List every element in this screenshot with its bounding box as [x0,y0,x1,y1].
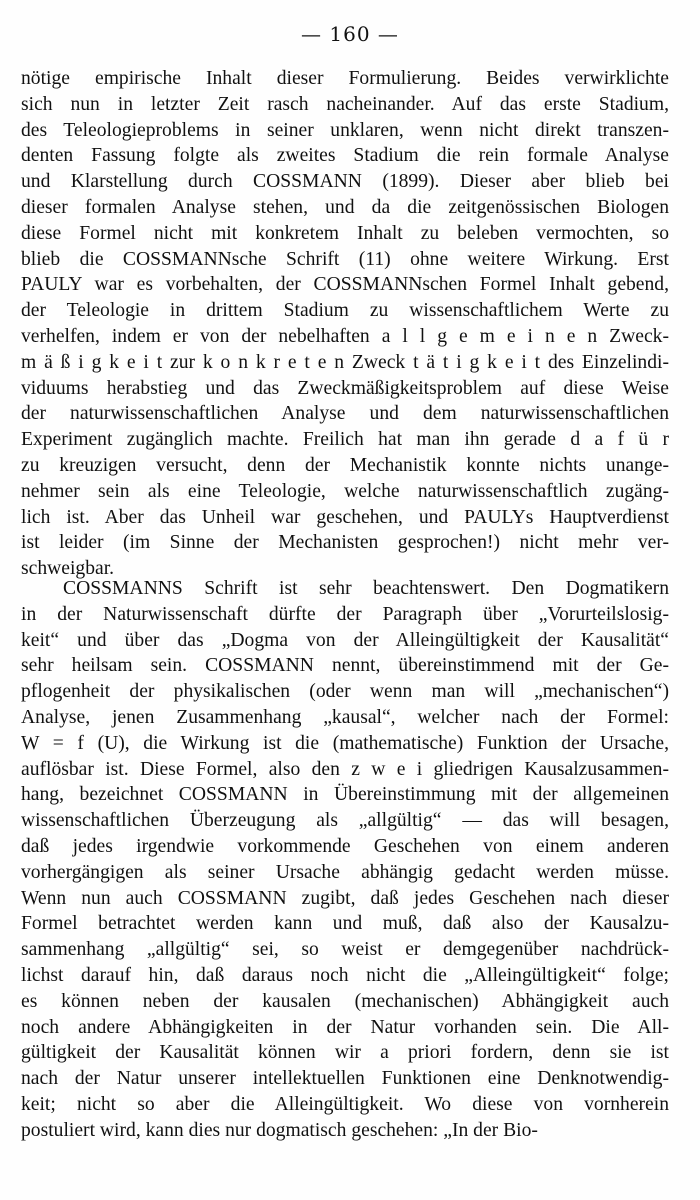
text-line: und Klarstellung durch COSSMANN (1899). Dieser aber blieb bei [21,171,669,193]
text-line: ist leider (im Sinne der Mechanisten gesprochen!) nicht mehr ver- [21,532,669,554]
text-line: sich nun in letzter Zeit rasch nacheinander. Auf das erste Stadium, [21,93,669,115]
text-line: gültigkeit der Kausalität können wir a priori fordern, denn sie ist [21,1042,669,1064]
text-line: m ä ß i g k e i t zur k o n k r e t e n Zweck t ä t i g k e i t des Einzelindi- [21,351,669,373]
text-line: daß jedes irgendwie vorkommende Geschehen von einem anderen [21,835,669,857]
text-line: verhelfen, indem er von der nebelhaften a l l g e m e i n e n Zweck- [21,325,669,347]
text-line: Experiment zugänglich machte. Freilich hat man ihn gerade d a f ü r [21,429,669,451]
text-line: COSSMANNS Schrift ist sehr beachtenswert. Den Dogmatikern [63,578,669,599]
text-line: nötige empirische Inhalt dieser Formulierung. Beides verwirklichte [21,68,669,89]
text-line: nach der Natur unserer intellektuellen Funktionen eine Denknotwendig- [21,1068,669,1090]
text-line: sammenhang „allgültig“ sei, so weist er demgegenüber nachdrück- [21,939,669,961]
text-line: postuliert wird, kann dies nur dogmatisch geschehen: „In der Bio- [21,1119,538,1141]
page-number: — 160 — [301,22,399,46]
text-line: auflösbar ist. Diese Formel, also den z w e i gliedrigen Kausalzusammen- [21,758,669,780]
text-line: noch andere Abhängigkeiten in der Natur vorhanden sein. Die All- [21,1016,669,1038]
text-line: blieb die COSSMANNsche Schrift (11) ohne weitere Wirkung. Erst [21,248,669,270]
text-line: PAULY war es vorbehalten, der COSSMANNschen Formel Inhalt gebend, [21,274,669,296]
text-line: vorhergängigen als seiner Ursache abhängig gedacht werden müsse. [21,861,669,883]
text-line: der naturwissenschaftlichen Analyse und dem naturwissenschaftlichen [21,403,669,425]
text-line: Formel betrachtet werden kann und muß, daß also der Kausalzu- [21,913,669,935]
text-line: lichst darauf hin, daß daraus noch nicht die „Alleingültigkeit“ folge; [21,964,669,986]
text-line: Wenn nun auch COSSMANN zugibt, daß jedes Geschehen nach dieser [21,887,669,909]
text-line: viduums herabstieg und das Zweckmäßigkeitsproblem auf diese Weise [21,377,669,399]
text-line: keit; nicht so aber die Alleingültigkeit. Wo diese von vornherein [21,1093,669,1115]
text-line: zu kreuzigen versucht, denn der Mechanistik konnte nichts unange- [21,454,669,476]
text-line: schweigbar. [21,558,115,580]
text-line: denten Fassung folgte als zweites Stadium die rein formale Analyse [21,145,669,167]
paragraph-1 [21,66,669,582]
text-line: lich ist. Aber das Unheil war geschehen, und PAULYs Hauptverdienst [21,506,669,528]
text-line: keit“ und über das „Dogma von der Alleingültigkeit der Kausalität“ [21,629,669,651]
text-line: der Teleologie in drittem Stadium zu wissenschaftlichem Werte zu [21,300,669,322]
text-line: in der Naturwissenschaft dürfte der Paragraph über „Vorurteilslosig- [21,603,669,625]
text-line: des Teleologieproblems in seiner unklaren, wenn nicht direkt transzen- [21,119,669,141]
text-line: hang, bezeichnet COSSMANN in Übereinstimmung mit der allgemeinen [21,784,669,806]
text-line: es können neben der kausalen (mechanischen) Abhängigkeit auch [21,990,669,1012]
text-line: nehmer sein als eine Teleologie, welche naturwissenschaftlich zugäng- [21,480,669,502]
text-line: W = f (U), die Wirkung ist die (mathematische) Funktion der Ursache, [21,732,669,754]
text-line: pflogenheit der physikalischen (oder wenn man will „mechanischen“) [21,681,669,703]
paragraph-2 [21,576,669,1144]
text-line: dieser formalen Analyse stehen, und da die zeitgenössischen Biologen [21,196,669,218]
text-line: wissenschaftlichen Überzeugung als „allgültig“ — das will besagen, [21,810,669,832]
text-line: diese Formel nicht mit konkretem Inhalt zu beleben vermochten, so [21,222,669,244]
text-line: sehr heilsam sein. COSSMANN nennt, übereinstimmend mit der Ge- [21,655,669,677]
text-line: Analyse, jenen Zusammenhang „kausal“, welcher nach der Formel: [21,706,669,728]
